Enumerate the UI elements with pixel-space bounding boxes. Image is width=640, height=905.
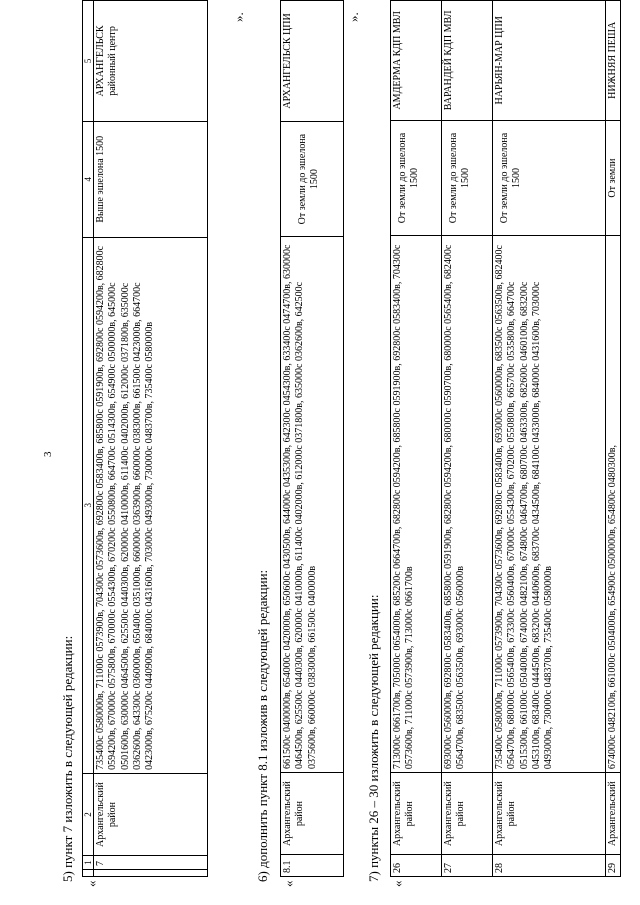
altitude: Выше эшелона 1500 — [94, 121, 208, 237]
service-center: НАРЬЯН-МАР ЦПИ — [493, 1, 606, 121]
col-header-5: 5 — [83, 1, 94, 122]
service-center: АРХАНГЕЛЬСК районный центр — [94, 1, 208, 122]
col-header-2: 2 — [83, 773, 94, 855]
district: Архангельский район — [442, 773, 493, 855]
para-item-6: 6) дополнить пункт 8.1 изложив в следующей редакции: — [255, 569, 270, 882]
row-number: 7 — [94, 856, 208, 870]
altitude: От земли до эшелона 1500 — [493, 120, 606, 236]
altitude: От земли до эшелона 1500 — [281, 121, 344, 237]
row-number: 26 — [391, 855, 442, 877]
open-quote: « — [281, 880, 296, 887]
table-items-26-30 — [390, 0, 621, 877]
service-center: АРХАНГЕЛЬСК ЦПИ — [281, 1, 344, 122]
row-number: 29 — [606, 855, 621, 877]
service-center: ВАРАНДЕЙ КДП МВЛ — [442, 1, 493, 121]
coordinates: 735400с 0580000в, 711000с 0573900в, 704300с 0573600в, 692800с 0583400в, 685800с 0591900в, 692800с 0594200в, 682800с 0594200в, 670000с 0575800в, 670000с 0554300в, 670200с 0550800в, 664700с 0514300в, 654900с 0500000в, 645000с 0501600в, 630000с 0464500в, 625500с 0440300в, 620000с 0410000в, 611400с 0402000в, 612000с 0371800в, 635000с 0362600в, 643300с 0360000в, 650400с 0351000в, 660000с 0363900в, 660000с 0383000в, 661500с 0423000в, 664700с 0423000в, 675200с 0440900в, 684000с 0431600в, 703000с 0493000в, 730000с 0483700в, 735400с 0580000в — [94, 237, 208, 773]
table-item-7 — [82, 0, 208, 877]
para-item-7: 7) пункты 26 – 30 изложить в следующей редакции: — [366, 594, 381, 882]
col-header-1: 1 — [83, 856, 94, 870]
row-number: 8.1 — [281, 855, 344, 877]
close-quote: ». — [346, 12, 361, 22]
district: Архангельский район — [391, 773, 442, 855]
coordinates: 661500с 0400000в, 654000с 0420000в, 650600с 0430500в, 644000с 0435300в, 642300с 0454300в, 633400с 0474700в, 630000с 0464500в, 625500с 0440300в, 620000с 0410000в, 611400с 0402000в, 612000с 0371800в, 635000с 0362600в, 642500с 0375600в, 660000с 0383000в, 661500с 0400000в — [281, 237, 344, 773]
open-quote: « — [390, 880, 405, 887]
coordinates: 735400с 0580000в, 711000с 0573900в, 704300с 0573600в, 692800с 0583400в, 693000с 0560000в, 683500с 0563500в, 682400с 0564700в, 680000с 0565400в, 673300с 0560400в, 670000с 0554300в, 670200с 0550800в, 665700с 0535800в, 664700с 0515300в, 661000с 0504000в, 674000с 0482100в, 674800с 0464700в, 680700с 0463300в, 682600с 0460100в, 683200с 0453100в, 683400с 0444500в, 683200с 0440600в, 683700с 0434500в, 684100с 0433000в, 684000с 0431600в, 703000с 0493000в, 730000с 0483700в, 735400с 0580000в — [493, 236, 606, 773]
open-quote: « — [84, 880, 99, 887]
service-center: НИЖНЯЯ ПЕША — [606, 1, 621, 121]
altitude: От земли до эшелона 1500 — [442, 120, 493, 236]
coordinates: 713000с 0661700в, 705000с 0654000в, 685200с 0664700в, 682800с 0594200в, 685800с 0591900в, 692800с 0583400в, 704300с 0573600в, 711000с 0573900в, 713000с 0661700в — [391, 236, 442, 773]
district: Архангельский район — [493, 773, 606, 855]
para-item-5: 5) пункт 7 изложить в следующей редакции: — [60, 635, 75, 882]
row-number: 28 — [493, 855, 606, 877]
service-center: АМДЕРМА КДП МВЛ — [391, 1, 442, 121]
col-header-3: 3 — [83, 237, 94, 773]
district: Архангельский район — [94, 773, 208, 855]
coordinates: 674000с 0482100в, 661000с 0504000в, 654900с 0500000в, 654800с 0480300в, — [606, 236, 621, 773]
row-number: 27 — [442, 855, 493, 877]
table-item-8-1 — [280, 0, 344, 877]
district: Архангельский район — [281, 772, 344, 854]
district: Архангельский — [606, 773, 621, 855]
coordinates: 693000с 0560000в, 692800с 0583400в, 685800с 0591900в, 682800с 0594200в, 680000с 0590700в, 680000с 0565400в, 682400с 0564700в, 683500с 0563500в, 693000с 0560000в — [442, 236, 493, 773]
altitude: От земли — [606, 120, 621, 236]
altitude: От земли до эшелона 1500 — [391, 120, 442, 236]
page-number: 3 — [42, 451, 54, 457]
close-quote: ». — [231, 12, 246, 22]
col-header-4: 4 — [83, 121, 94, 237]
